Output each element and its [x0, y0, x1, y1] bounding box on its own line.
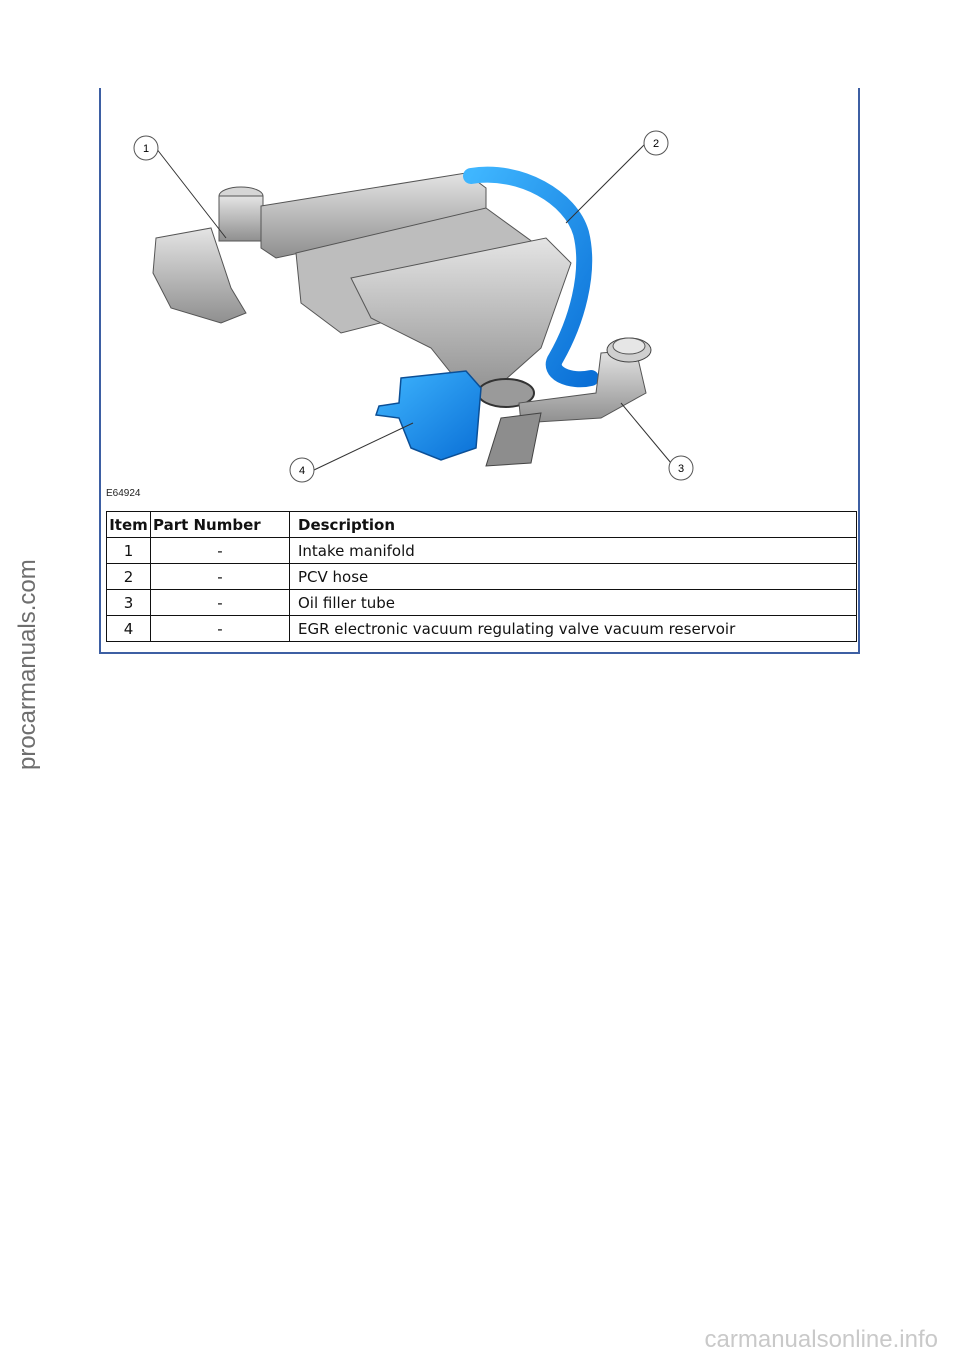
table-row — [107, 616, 857, 642]
callout-1-label: 1 — [142, 143, 150, 155]
left-housing — [153, 228, 246, 323]
header-item: Item — [107, 512, 151, 538]
row-item: 2 — [107, 564, 151, 590]
header-description: Description — [290, 512, 857, 538]
figure-frame — [99, 88, 860, 654]
intake-manifold-illustration — [101, 88, 858, 503]
parts-table — [106, 511, 857, 642]
header-part-number: Part Number — [151, 512, 290, 538]
table-row — [107, 590, 857, 616]
vacuum-reservoir — [376, 371, 481, 460]
row-item: 4 — [107, 616, 151, 642]
row-part-number: - — [151, 616, 290, 642]
table-row — [107, 538, 857, 564]
row-item: 3 — [107, 590, 151, 616]
callout-3-label: 3 — [677, 463, 685, 475]
callout-2-label: 2 — [652, 138, 660, 150]
row-description: EGR electronic vacuum regulating valve vacuum reservoir — [290, 616, 857, 642]
row-description: PCV hose — [290, 564, 857, 590]
row-part-number: - — [151, 538, 290, 564]
callout-4-label: 4 — [298, 465, 306, 477]
table-row — [107, 564, 857, 590]
row-part-number: - — [151, 590, 290, 616]
table-header-row — [107, 512, 857, 538]
row-description: Oil filler tube — [290, 590, 857, 616]
row-part-number: - — [151, 564, 290, 590]
bottom-watermark: carmanualsonline.info — [704, 1326, 938, 1353]
side-watermark: procarmanuals.com — [14, 559, 41, 770]
row-item: 1 — [107, 538, 151, 564]
row-description: Intake manifold — [290, 538, 857, 564]
figure-code: E64924 — [106, 488, 141, 499]
